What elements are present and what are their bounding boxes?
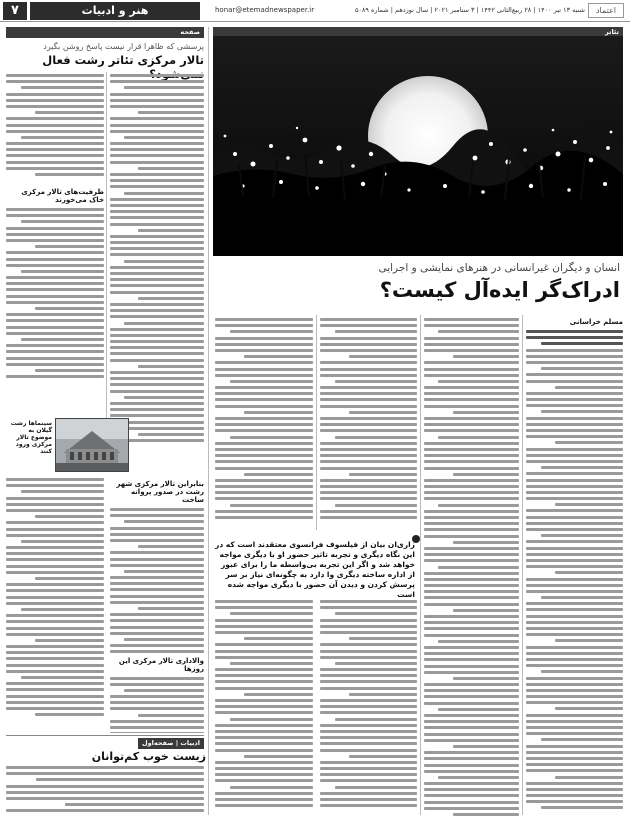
bottom-left-text [6,766,204,816]
main-text-column-3-top [320,318,417,530]
newspaper-logo: اعتماد [588,3,624,18]
bottom-left-title: زیست خوب کم‌توانان [91,750,206,763]
left-inner-divider [106,72,107,467]
concert-photo [213,36,623,256]
website-address[interactable]: honar@etemadnewspaper.ir [215,6,315,14]
bottom-section-rule [6,735,204,736]
left-text-column-b-mid [6,186,104,386]
main-text-column-1 [526,318,623,818]
inset-caption [6,418,52,474]
theater-building-image [56,419,128,471]
left-kicker: پرسشی که ظاهرا قرار نیست پاسخ روشن بگیرد [43,42,204,51]
main-col-divider-3 [522,315,523,815]
date-line: شنبه ۱۳ تیر ۱۴۰۰ | ۲۸ ربیع‌الثانی ۱۴۴۲ | ۳ ستامبر ۲۰۲۱ | سال نوزدهم | شماره ۵۰۸۹ [354,6,585,14]
left-text-column-b-top [6,74,104,184]
main-col-divider-2 [420,315,421,815]
section-bar-theater: تئاتر [213,27,623,38]
section-name: هنر و ادبیات [30,2,200,20]
page-header [0,0,630,22]
left-subhead-4: والاداری تالار مرکزی این روزها [118,656,204,673]
left-text-column-a [110,74,204,470]
left-subhead-1: ظرفیت‌های تالار مرکزی خاک می‌خورند [21,188,104,204]
section-bar-literature: ادبیات | صفحه‌اول [138,738,204,749]
left-headline: تالار مرکزی تئاتر رشت فعال [42,53,204,67]
main-author: مسلم خراسانی [569,318,623,326]
main-headline: ادراک‌گر ایده‌آل کیست؟ [379,278,620,302]
page-number: ۷ [3,2,27,20]
main-kicker: انسان و دیگران غیرانسانی در هنرهای نمایشی و اجرایی [378,262,620,274]
left-text-column-b-bottom [6,478,104,733]
main-col-divider-1 [316,315,317,530]
main-text-column-4-top [215,318,313,530]
column-divider [208,27,209,815]
concert-crowd-image [213,36,623,256]
main-text-column-2 [424,318,519,818]
left-subhead-2: سینماها رشت گیلان به موضوع تالار مرکزی ورود کنند [10,420,52,455]
pull-quote: زاری‌ان بیان از فیلسوف فرانسوی معتقدند است که در این نگاه دیگری و تجربه تاثیر حضور او با دیگری مواجه خواهد شد و اگر این تجربه بی‌واسطه ما را برای عبور از اداره ساخته دیگری وا دارد به چگونه‌ای نیاز بر سر پرسش کردن و دیدن آن حضور با دیگری مواجه شده است [215,540,415,599]
left-text-column-a-bottom [110,478,204,733]
main-text-column-3-bottom [320,600,417,818]
left-subhead-3: بنابراین تالار مرکزی شهر رشت در صدور پروانه ساخت [116,480,204,504]
section-bar-page: صفحه [6,27,204,38]
building-inset-photo [55,418,129,472]
main-text-column-4-bottom [215,600,313,818]
